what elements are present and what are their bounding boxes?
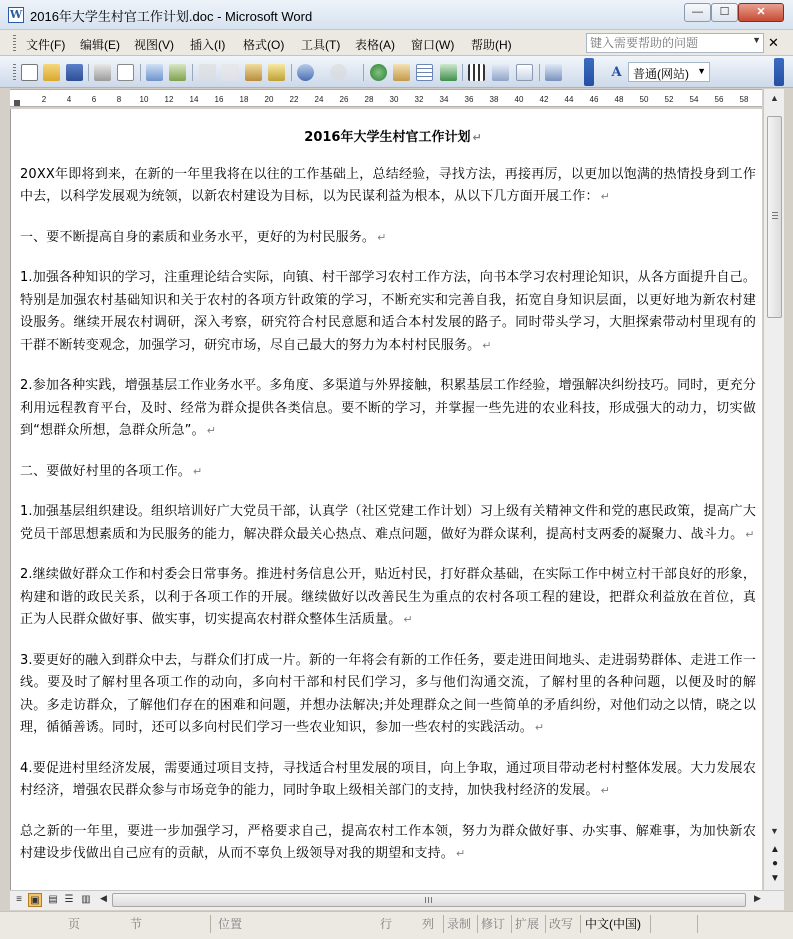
print-icon[interactable] [94,64,111,81]
open-folder-icon[interactable] [43,64,60,81]
ruler-tick: 54 [689,95,699,104]
toolbar-separator [192,64,193,81]
document-paragraph[interactable]: 一、要不断提高自身的素质和业务水平，更好的为村民服务。 ↵ [20,229,387,245]
scroll-right-arrow-icon[interactable]: ▶ [754,893,761,903]
status-page: 页 [68,917,81,931]
status-position: 位置 [218,917,243,931]
toolbar-overflow-button[interactable] [584,58,594,86]
toolbar-separator [539,64,540,81]
help-search-box[interactable] [586,33,764,53]
ruler-tick: 44 [564,95,574,104]
horizontal-scroll-thumb[interactable] [112,893,746,907]
status-track-changes[interactable]: 修订 [481,917,506,931]
status-divider [580,915,581,933]
help-search-input[interactable] [587,34,745,52]
ruler-tick: 16 [214,95,224,104]
toolbar-overflow-button[interactable] [774,58,784,86]
ruler-tick: 50 [639,95,649,104]
toolbar-separator [140,64,141,81]
save-icon[interactable] [66,64,83,81]
ruler-tick: 24 [314,95,324,104]
ruler-tick: 32 [414,95,424,104]
ruler-tick: 6 [91,95,97,104]
hyperlink-icon[interactable] [370,64,387,81]
minimize-button[interactable]: — [684,3,711,22]
ruler-tick: 36 [464,95,474,104]
read-icon[interactable] [545,64,562,81]
ruler-tick: 4 [66,95,72,104]
scroll-left-arrow-icon[interactable]: ◀ [100,893,107,903]
web-layout-view-icon[interactable]: ▣ [28,893,42,907]
paragraph-mark: ↵ [455,847,466,860]
copy-icon[interactable] [222,64,239,81]
ruler-tick: 18 [239,95,249,104]
ruler-tick: 38 [489,95,499,104]
style-dropdown[interactable] [628,62,710,82]
toolbar-separator [88,64,89,81]
toolbar-separator [363,64,364,81]
menu-edit[interactable]: 编辑(E) [80,38,120,52]
toolbar-separator [462,64,463,81]
ruler-tick: 28 [364,95,374,104]
toolbar-separator [291,64,292,81]
ruler-tick: 58 [739,95,749,104]
vertical-scrollbar[interactable] [763,89,784,890]
vertical-scroll-thumb[interactable] [767,116,782,318]
document-paragraph[interactable]: 总之新的一年里，要进一步加强学习，严格要求自己，提高农村工作本领，努力为群众做好事、办实事、解难事，为加快新农村建设步伐做出自己应有的贡献，从而不辜负上级领导对我的期望和支持。 ↵ [20,823,756,861]
status-record[interactable]: 录制 [447,917,472,931]
menu-file[interactable]: 文件(F) [26,38,66,52]
ruler-tick: 26 [339,95,349,104]
toolbar-grip[interactable] [13,64,16,80]
ruler-tick: 22 [289,95,299,104]
status-divider [650,915,651,933]
insert-table-icon[interactable] [416,64,433,81]
tables-borders-icon[interactable] [393,64,410,81]
ruler-tick: 20 [264,95,274,104]
ruler-tick: 56 [714,95,724,104]
status-divider [697,915,698,933]
document-paragraph[interactable]: 3.要更好的融入到群众中去，与群众们打成一片。新的一年将会有新的工作任务，要走进田间地头、走进弱势群体、走进工作一线。要及时了解村里各项工作的动向，多向村干部和村民们学习，多与他们沟通交流，了解村里的各种问题，以便及时的解决。多走访群众，了解他们存在的困难和问题，并想办法解决;并处理群众之间一些简单的矛盾纠纷，对他们动之以情，晓之以理，循循善诱。同时，还可以多向村民们学习一些农业知识，参加一些农村的实践活动。 ↵ [20,652,756,735]
document-paragraph[interactable]: 二、要做好村里的各项工作。 ↵ [20,463,203,479]
new-document-icon[interactable] [21,64,38,81]
menu-help[interactable]: 帮助(H) [471,38,512,52]
close-document-button[interactable]: ✕ [768,35,779,50]
ruler-tick: 30 [389,95,399,104]
format-painter-icon[interactable] [268,64,285,81]
window-title: 2016年大学生村官工作计划.doc - Microsoft Word [30,9,313,24]
document-paragraph[interactable]: 1.加强各种知识的学习，注重理论结合实际，向镇、村干部学习农村工作方法，向书本学习农村理论知识，从各方面提升自己。特别是加强农村基础知识和关于农村的各项方针政策的学习，不断充实和完善自我，拓宽自身知识层面，以更好地为新农村建设服务。继续开展农村调研，深入考察，研究符合村民意愿和适合本村发展的路子。同时带头学习，大胆探索带动村里现有的干群不断转变观念，加强学习，研究市场，尽自己最大的努力为本村村民服务。 ↵ [20,270,756,353]
cut-icon[interactable] [199,64,216,81]
style-value: 普通(网站) [633,67,689,81]
paragraph-mark: ↵ [192,464,203,478]
status-divider [545,915,546,933]
ruler-tick: 2 [41,95,47,104]
status-extend[interactable]: 扩展 [515,917,540,931]
indent-marker[interactable] [14,100,20,106]
status-divider [210,915,211,933]
outline-view-icon[interactable]: ☰ [64,894,74,905]
ruler-tick: 40 [514,95,524,104]
document-paragraph[interactable]: 2.继续做好群众工作和村委会日常事务。推进村务信息公开，贴近村民，打好群众基础，在实际工作中树立村干部良好的形象，构建和谐的政民关系，以利于各项工作的开展。继续做好以改善民生为重点的农村各项工程的建设，把群众利益放在首位，真正为人民群众做好事、做实事，切实提高农村群众整体生活质量。 ↵ [20,567,756,627]
document-map-icon[interactable] [516,64,533,81]
maximize-button[interactable]: ☐ [711,3,738,22]
ruler-tick: 8 [116,95,122,104]
menu-table[interactable]: 表格(A) [355,38,395,52]
paste-icon[interactable] [245,64,262,81]
ruler-tick: 14 [189,95,199,104]
next-page-icon[interactable]: ▼ [770,873,780,884]
ruler-tick: 34 [439,95,449,104]
word-document-icon: W [9,8,23,21]
status-divider [477,915,478,933]
document-paragraph[interactable]: 2.参加各种实践，增强基层工作业务水平。多角度、多渠道与外界接触，积累基层工作经验，增强解决纠纷技巧。同时，更充分利用远程教育平台，及时、经常为群众提供各类信息。要不断的学习，并掌握一些先进的农业科技，形成强大的动力，切实做到“想群众所想，急群众所急”。 ↵ [20,378,756,438]
columns-icon[interactable] [468,64,485,81]
document-paragraph[interactable]: 20XX年即将到来，在新的一年里我将在以往的工作基础上，总结经验，寻找方法，再接再厉，以更加以饱满的热情投身到工作中去，以科学发展观为统领，以新农村建设为目标，以为民谋利益为根本，从以下几方面开展工作： ↵ [20,166,756,204]
status-column: 列 [422,917,435,931]
status-section: 节 [130,917,143,931]
menu-tools[interactable]: 工具(T) [301,38,341,52]
menu-view[interactable]: 视图(V) [134,38,174,52]
ruler-tick: 10 [139,95,149,104]
title-bar [0,0,793,30]
previous-page-icon[interactable]: ▲ [770,844,780,855]
paragraph-mark: ↵ [600,190,610,203]
document-paragraph[interactable]: 4.要促进村里经济发展，需要通过项目支持，寻找适合村里发展的项目，向上争取，通过项目带动老村村整体发展。大力发展农村经济，增强农民群众参与市场竞争的能力，同时争取上级相关部门的支持，加快我村经济的发展。 ↵ [20,760,756,798]
paragraph-mark: ↵ [534,721,545,734]
status-overtype[interactable]: 改写 [549,917,574,931]
paragraph-mark: ↵ [206,424,217,437]
styles-formatting-icon[interactable]: A [611,65,622,80]
ruler-tick: 46 [589,95,599,104]
insert-excel-icon[interactable] [440,64,457,81]
menu-window[interactable]: 窗口(W) [411,38,455,52]
close-window-button[interactable]: ✕ [738,3,784,22]
reading-layout-view-icon[interactable]: ▥ [81,894,91,905]
paragraph-mark: ↵ [600,784,610,797]
thumb-grip [772,212,778,220]
scroll-down-arrow-icon[interactable]: ▼ [770,826,779,836]
paragraph-mark: ↵ [472,131,482,144]
ruler-tick: 42 [539,95,549,104]
paragraph-mark: ↵ [745,527,755,541]
ruler-tick: 12 [164,95,174,104]
paragraph-mark: ↵ [377,230,387,244]
select-browse-object-icon[interactable]: ● [771,858,779,869]
menu-insert[interactable]: 插入(I) [190,38,226,52]
status-line: 行 [380,917,393,931]
paragraph-mark: ↵ [482,338,492,352]
status-bar [0,911,793,939]
ruler-tick: 48 [614,95,624,104]
drawing-icon[interactable] [492,64,509,81]
thumb-grip [425,897,433,903]
normal-view-icon[interactable]: ≡ [16,894,22,905]
document-page[interactable] [10,109,762,890]
document-paragraph[interactable]: 1.加强基层组织建设。组织培训好广大党员干部，认真学（社区党建工作计划）习上级有关精神文件和党的惠民政策，提高广大党员干部思想素质和为民服务的能力，解决群众最关心热点、难点问题，做好为群众谋利，提高村支两委的凝聚力、战斗力。 ↵ [20,504,756,542]
status-divider [511,915,512,933]
research-icon[interactable] [169,64,186,81]
undo-icon[interactable] [297,64,314,81]
print-layout-view-icon[interactable]: ▤ [48,894,58,905]
redo-icon[interactable] [330,64,347,81]
ruler-tick: 52 [664,95,674,104]
scroll-up-arrow-icon[interactable]: ▲ [770,93,779,103]
chevron-down-icon[interactable]: ▼ [752,35,761,45]
spelling-icon[interactable] [146,64,163,81]
menu-format[interactable]: 格式(O) [243,38,285,52]
menubar-grip[interactable] [13,35,16,51]
horizontal-ruler[interactable] [10,89,762,107]
chevron-down-icon[interactable]: ▼ [697,66,706,76]
status-language[interactable]: 中文(中国) [585,917,641,931]
print-preview-icon[interactable] [117,64,134,81]
status-divider [443,915,444,933]
paragraph-mark: ↵ [403,613,413,626]
document-title[interactable]: 2016年大学生村官工作计划 ↵ [304,130,482,145]
